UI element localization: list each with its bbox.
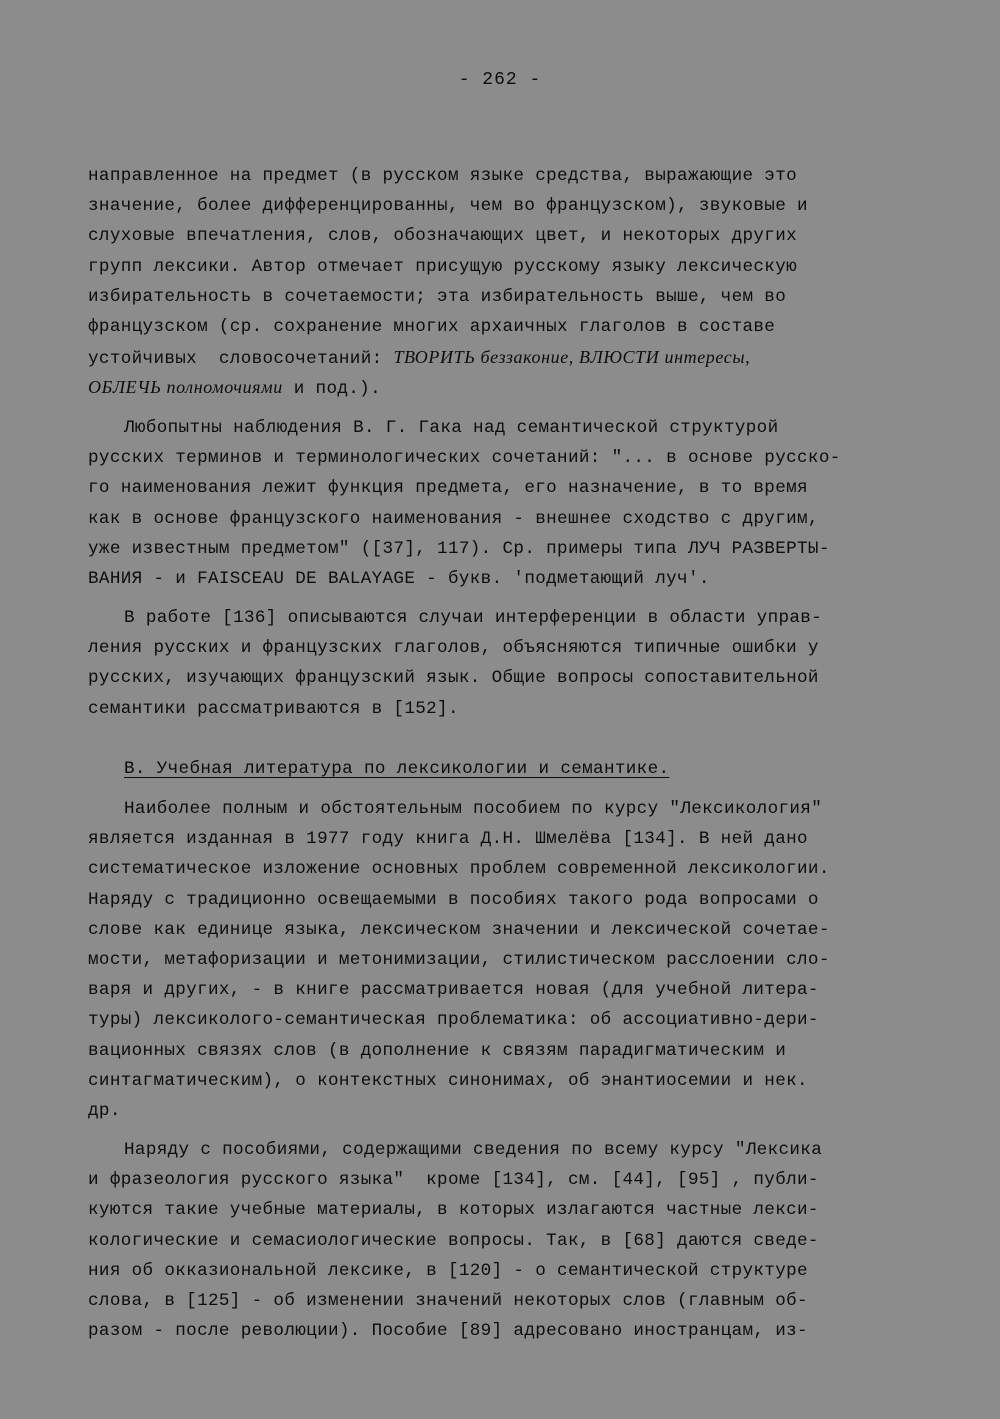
paragraph-3 [88,603,908,724]
text-run: устойчивых словосочетаний: [88,349,394,370]
paragraph-2 [88,413,908,594]
text-line: кологические и семасиологические вопросы. Так, в [68] даются сведе- [88,1230,819,1251]
text-line: варя и других, - в книге рассматривается новая (для учебной литера- [88,980,819,1001]
text-line: систематическое изложение основных проблем современной лексикологии. [88,859,830,880]
text-line: значение, более дифференцированны, чем во французском), звуковые и [88,196,808,217]
text-line: мости, метафоризации и метонимизации, стилистическом расслоении сло- [88,949,830,970]
text-line [88,372,908,402]
text-line: уже известным предметом" ([37], 117). Ср. примеры типа ЛУЧ РАЗВЕРТЫ- [88,538,830,559]
text-line: Наряду с традиционно освещаемыми в пособиях такого рода вопросами о [88,889,819,910]
paragraph-1 [88,161,908,403]
text-line: разом - после революции). Пособие [89] адресовано иностранцам, из- [88,1321,808,1342]
text-line: французском (ср. сохранение многих архаичных глаголов в составе [88,316,776,337]
paragraph-4 [88,794,908,1126]
text-line: синтагматическим), о контекстных синонимах, об энантиосемии и нек. [88,1070,808,1091]
paragraph-5 [88,1135,908,1346]
text-line: русских терминов и терминологических сочетаний: "... в основе русско- [88,448,841,469]
text-line: избирательность в сочетаемости; эта избирательность выше, чем во [88,286,787,307]
text-line: как в основе французского наименования - внешнее сходство с другим, [88,508,819,529]
text-line [88,342,908,372]
section-heading: В. Учебная литература по лексикологии и семантике. [124,759,670,779]
text-line: Наряду с пособиями, содержащими сведения по всему курсу "Лексика [124,1140,823,1160]
text-line: ления русских и французских глаголов, объясняются типичные ошибки у [88,638,819,659]
italic-example: ТВОРИТЬ беззаконие, ВЛЮСТИ интересы, [393,347,751,368]
text-line: вационных связях слов (в дополнение к связям парадигматическим и [88,1040,787,1061]
text-line: В работе [136] описываются случаи интерференции в области управ- [124,608,823,628]
text-line: семантики рассматриваются в [152]. [88,698,459,719]
text-line: русских, изучающих французский язык. Общие вопросы сопоставительной [88,668,819,689]
text-line: и фразеология русского языка" кроме [134], см. [44], [95] , публи- [88,1170,819,1191]
text-line: ния об окказиональной лексике, в [120] - о семантической структуре [88,1260,808,1281]
text-line: куются такие учебные материалы, в которых излагаются частные лекси- [88,1200,819,1221]
text-line: др. [88,1100,121,1121]
italic-example: ОБЛЕЧЬ полномочиями [88,377,283,398]
text-line: го наименования лежит функция предмета, его назначение, в то время [88,478,808,499]
text-run: и под.). [282,379,381,400]
text-line: слуховые впечатления, слов, обозначающих цвет, и некоторых других [88,226,798,247]
text-line: ВАНИЯ - и FAISCEAU DE BALAYAGE - букв. 'подметающий луч'. [88,568,710,589]
text-line: Наиболее полным и обстоятельным пособием по курсу "Лексикология" [124,799,823,819]
page-number: - 262 - [458,70,542,90]
text-line: туры) лексиколого-семантическая проблематика: об ассоциативно-дери- [88,1010,819,1031]
text-line: групп лексики. Автор отмечает присущую русскому языку лексическую [88,256,798,277]
text-line: является изданная в 1977 году книга Д.Н. Шмелёва [134]. В ней дано [88,829,808,850]
text-line: направленное на предмет (в русском языке средства, выражающие это [88,166,798,186]
text-line: Любопытны наблюдения В. Г. Гака над семантической структурой [124,418,779,438]
text-line: слове как единице языка, лексическом значении и лексической сочетае- [88,919,830,940]
text-line: слова, в [125] - об изменении значений некоторых слов (главным об- [88,1290,808,1311]
